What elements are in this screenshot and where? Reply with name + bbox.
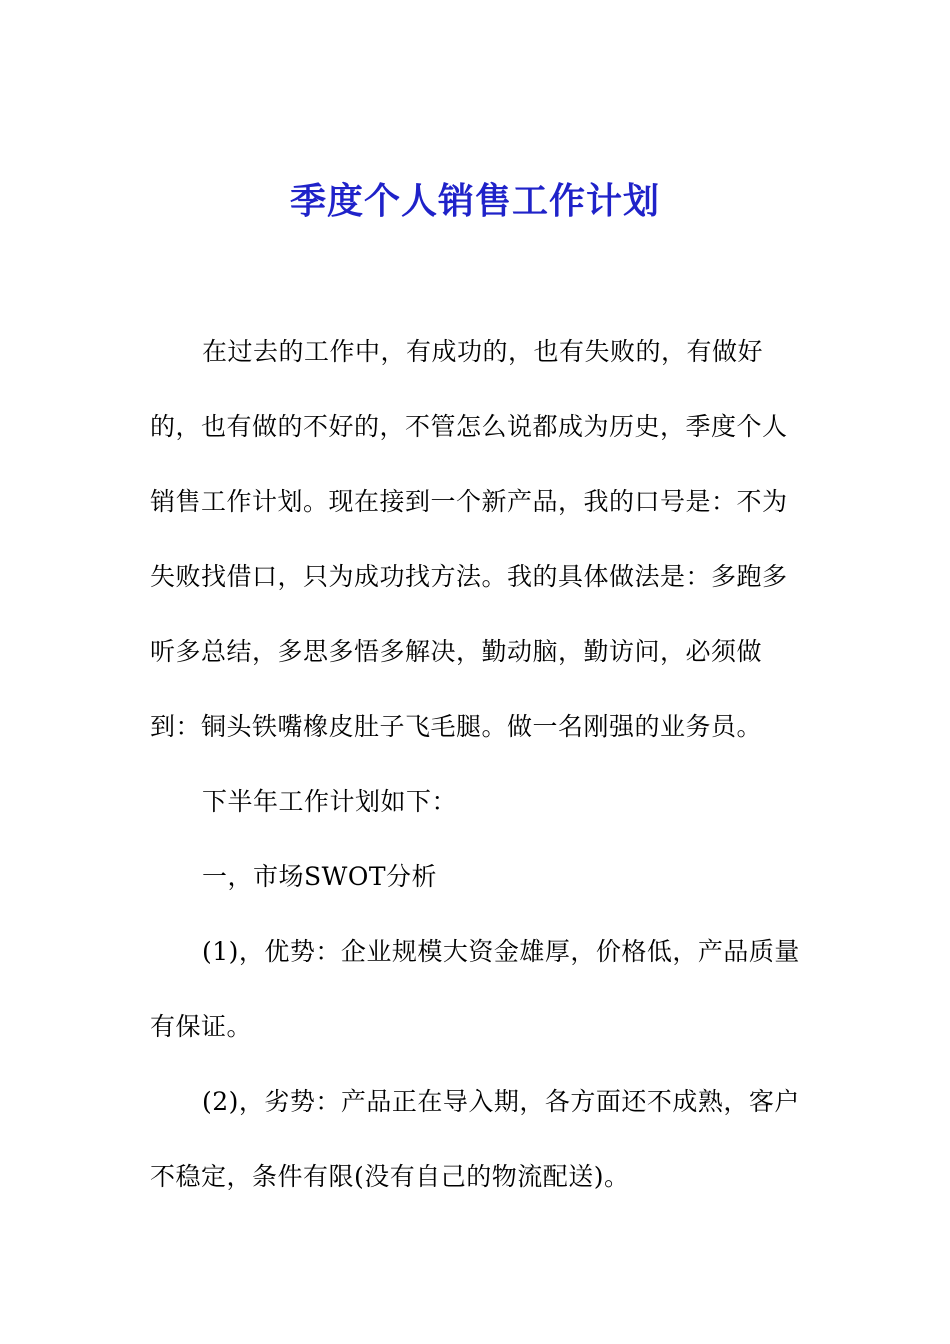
text-line: (1)，优势：企业规模大资金雄厚，价格低，产品质量 [202,937,800,966]
text-line: (2)，劣势：产品正在导入期，各方面还不成熟，客户 [202,1087,800,1116]
text-line: 销售工作计划。现在接到一个新产品，我的口号是：不为 [150,487,788,516]
document-title: 季度个人销售工作计划 [289,180,660,222]
text-line: 有保证。 [150,1012,253,1041]
text-line: 的，也有做的不好的，不管怎么说都成为历史，季度个人 [150,412,788,441]
text-line: 下半年工作计划如下： [202,787,458,816]
text-line: 到：铜头铁嘴橡皮肚子飞毛腿。做一名刚强的业务员。 [150,712,763,741]
text-line: 听多总结，多思多悟多解决，勤动脑，勤访问，必须做 [150,637,763,666]
document-body [150,320,805,1220]
section-heading: 一，市场SWOT分析 [202,862,437,891]
text-line: 失败找借口，只为成功找方法。我的具体做法是：多跑多 [150,562,788,591]
text-line: 不稳定，条件有限(没有自己的物流配送)。 [150,1162,630,1191]
text-line: 在过去的工作中，有成功的，也有失败的，有做好 [202,337,764,366]
